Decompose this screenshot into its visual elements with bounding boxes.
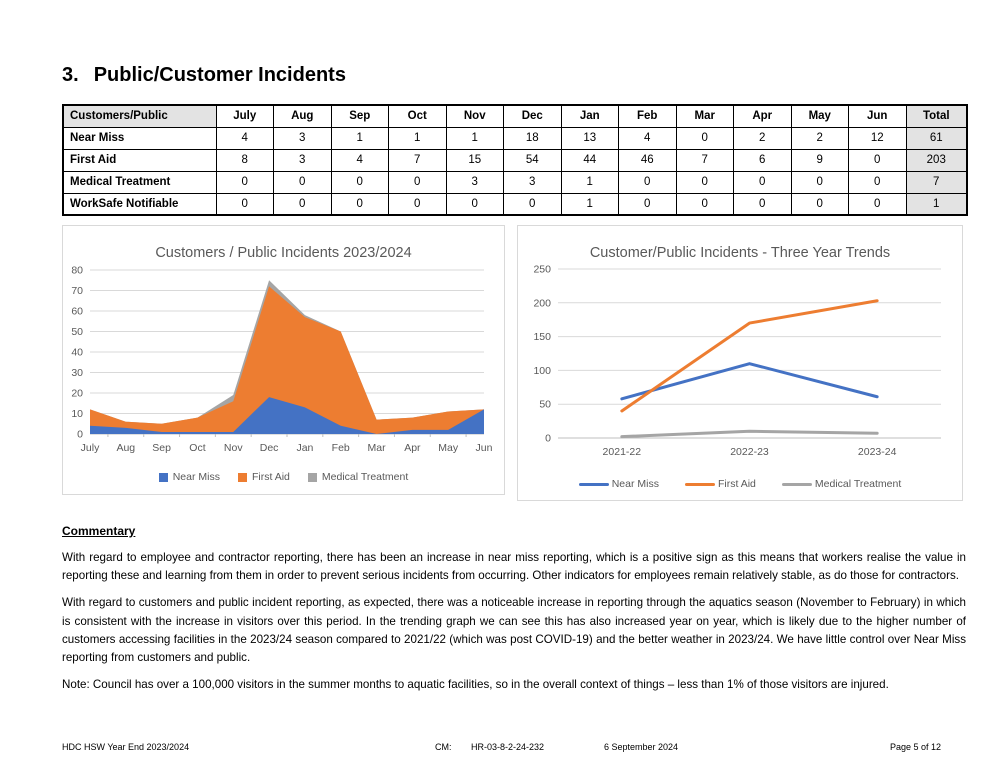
footer-date: 6 September 2024 (604, 742, 679, 752)
cell-value: 2 (734, 127, 792, 149)
cell-value: 4 (619, 127, 677, 149)
y-tick-label: 30 (71, 367, 83, 379)
page-footer (62, 742, 941, 756)
legend-item (308, 471, 408, 483)
legend-label: First Aid (251, 471, 290, 483)
x-tick-label: Jan (296, 442, 314, 454)
cell-value: 0 (389, 171, 447, 193)
column-header: Feb (619, 105, 677, 127)
y-tick-label: 40 (71, 346, 83, 359)
column-header: May (791, 105, 849, 127)
table-row (63, 193, 967, 215)
row-label: First Aid (63, 149, 216, 171)
cell-value: 13 (561, 127, 619, 149)
legend-label: Medical Treatment (814, 478, 902, 490)
row-label: Near Miss (63, 127, 216, 149)
x-tick-label: 2022-23 (730, 446, 769, 458)
cell-value: 4 (331, 149, 389, 171)
chart-title: Customers / Public Incidents 2023/2024 (155, 245, 412, 261)
legend-item (238, 471, 290, 483)
incidents-table (62, 104, 968, 216)
y-tick-label: 50 (71, 326, 83, 338)
cell-value: 3 (274, 127, 332, 149)
x-tick-label: Apr (404, 442, 421, 454)
cell-value: 4 (216, 127, 274, 149)
x-tick-label: May (438, 442, 459, 454)
y-tick-label: 50 (539, 398, 551, 411)
column-header: Total (906, 105, 967, 127)
commentary-paragraph: Note: Council has over a 100,000 visitors in the summer months to aquatic facilities, so in the overall context of things – less than 1% of those visitors are injured. (62, 678, 889, 692)
legend-item (685, 478, 756, 490)
legend-item (782, 478, 901, 490)
y-tick-label: 0 (77, 428, 83, 441)
y-tick-label: 70 (71, 285, 83, 297)
cell-value: 0 (791, 193, 849, 215)
y-tick-label: 60 (71, 305, 83, 318)
cell-value: 0 (849, 149, 907, 171)
trend-line-chart-legend (518, 478, 962, 490)
cell-value: 0 (676, 127, 734, 149)
cell-value: 2 (791, 127, 849, 149)
x-tick-label: Nov (223, 442, 243, 454)
cell-value: 0 (734, 193, 792, 215)
series-line-first-aid (622, 301, 877, 411)
table-header-row (63, 105, 967, 127)
x-tick-label: Oct (189, 442, 206, 454)
cell-value: 3 (504, 171, 562, 193)
cell-value: 1 (446, 127, 504, 149)
trend-line-chart-svg (518, 226, 962, 500)
series-line-near-miss (622, 364, 877, 399)
column-header: Jun (849, 105, 907, 127)
cell-value: 1 (389, 127, 447, 149)
column-header: Aug (274, 105, 332, 127)
cell-value: 0 (734, 171, 792, 193)
legend-label: Near Miss (611, 478, 659, 490)
cell-value: 0 (446, 193, 504, 215)
charts-row (62, 225, 966, 501)
row-total: 1 (906, 193, 967, 215)
table-row (63, 127, 967, 149)
cell-value: 0 (619, 193, 677, 215)
cell-value: 0 (676, 171, 734, 193)
legend-swatch (579, 483, 609, 486)
x-tick-label: Dec (259, 442, 279, 454)
commentary-paragraph: With regard to customers and public incident reporting, as expected, there was a noticeable increase in reporting through the aquatics season (November to February) in which is consistent with the increase in visitors over this period. In the trending graph we can see this has also increased year on year, which is likely due to the higher number of customers accessing facilities in the 2023/24 season compared to 2021/22 (which was post COVID-19) and the better weather in 2023/24. We have little control over Near Miss reporting from customers and public. (62, 596, 966, 664)
cell-value: 0 (619, 171, 677, 193)
commentary-heading: Commentary (62, 524, 136, 538)
y-tick-label: 20 (71, 387, 83, 400)
cell-value: 3 (446, 171, 504, 193)
legend-swatch (159, 473, 168, 482)
cell-value: 0 (331, 193, 389, 215)
table-body (63, 127, 967, 215)
cell-value: 15 (446, 149, 504, 171)
cell-value: 0 (389, 193, 447, 215)
cell-value: 44 (561, 149, 619, 171)
cell-value: 0 (274, 193, 332, 215)
chart-title: Customer/Public Incidents - Three Year Trends (589, 245, 891, 261)
cell-value: 0 (849, 171, 907, 193)
area-chart (62, 225, 505, 495)
legend-item (159, 471, 220, 483)
footer-cm-label: CM: (435, 742, 452, 752)
x-tick-label: Jun (475, 442, 493, 454)
x-tick-label: 2023-24 (857, 446, 897, 458)
legend-swatch (782, 483, 812, 486)
cell-value: 8 (216, 149, 274, 171)
y-tick-label: 0 (545, 432, 551, 445)
footer-page-number: Page 5 of 12 (889, 742, 941, 752)
cell-value: 7 (389, 149, 447, 171)
y-tick-label: 10 (71, 408, 83, 420)
legend-label: Medical Treatment (321, 471, 409, 483)
x-tick-label: Feb (331, 442, 350, 454)
column-header: Oct (389, 105, 447, 127)
cell-value: 0 (216, 171, 274, 193)
legend-swatch (685, 483, 715, 486)
x-tick-label: Sep (152, 442, 171, 454)
cell-value: 18 (504, 127, 562, 149)
x-tick-label: 2021-22 (602, 446, 642, 458)
cell-value: 0 (791, 171, 849, 193)
column-header: Sep (331, 105, 389, 127)
y-tick-label: 150 (533, 331, 551, 344)
column-header: Mar (676, 105, 734, 127)
commentary-paragraph: With regard to employee and contractor reporting, there has been an increase in near miss reporting, which is a positive sign as this means that workers realise the value in reporting these and learning from them in order to prevent serious incidents from occurring. Other indicators for employees remain relatively stable, as do those for contractors. (62, 551, 966, 583)
row-total: 203 (906, 149, 967, 171)
cell-value: 0 (274, 171, 332, 193)
cell-value: 54 (504, 149, 562, 171)
trend-line-chart (517, 225, 963, 501)
column-header: Nov (446, 105, 504, 127)
row-total: 7 (906, 171, 967, 193)
cell-value: 0 (216, 193, 274, 215)
cell-value: 12 (849, 127, 907, 149)
legend-label: Near Miss (172, 471, 220, 483)
series-line-medical-treatment (622, 431, 877, 436)
area-chart-legend (63, 471, 504, 483)
heading-text: Public/Customer Incidents (93, 64, 346, 86)
column-header: Customers/Public (63, 105, 216, 127)
cell-value: 0 (504, 193, 562, 215)
x-tick-label: Aug (116, 442, 136, 454)
footer-cm-number: HR-03-8-2-24-232 (471, 742, 545, 752)
cell-value: 6 (734, 149, 792, 171)
page-title (62, 64, 966, 87)
cell-value: 0 (676, 193, 734, 215)
y-tick-label: 100 (533, 364, 551, 377)
column-header: Apr (734, 105, 792, 127)
commentary-section (62, 524, 966, 694)
cell-value: 0 (849, 193, 907, 215)
table-row (63, 149, 967, 171)
row-total: 61 (906, 127, 967, 149)
y-tick-label: 80 (71, 264, 83, 277)
y-tick-label: 250 (533, 263, 551, 276)
table-row (63, 171, 967, 193)
cell-value: 7 (676, 149, 734, 171)
footer-document-title: HDC HSW Year End 2023/2024 (62, 742, 190, 752)
legend-item (579, 478, 659, 490)
cell-value: 46 (619, 149, 677, 171)
column-header: Dec (504, 105, 562, 127)
cell-value: 1 (561, 171, 619, 193)
page-content (62, 0, 966, 703)
cell-value: 1 (331, 127, 389, 149)
legend-swatch (308, 473, 317, 482)
row-label: Medical Treatment (63, 171, 216, 193)
legend-label: First Aid (717, 478, 756, 490)
x-tick-label: Mar (367, 442, 386, 454)
y-tick-label: 200 (533, 297, 551, 310)
row-label: WorkSafe Notifiable (63, 193, 216, 215)
column-header: Jan (561, 105, 619, 127)
cell-value: 3 (274, 149, 332, 171)
heading-number: 3. (62, 64, 79, 86)
x-tick-label: July (80, 442, 100, 454)
cell-value: 9 (791, 149, 849, 171)
column-header: July (216, 105, 274, 127)
legend-swatch (238, 473, 247, 482)
area-chart-svg (63, 226, 504, 494)
cell-value: 1 (561, 193, 619, 215)
cell-value: 0 (331, 171, 389, 193)
